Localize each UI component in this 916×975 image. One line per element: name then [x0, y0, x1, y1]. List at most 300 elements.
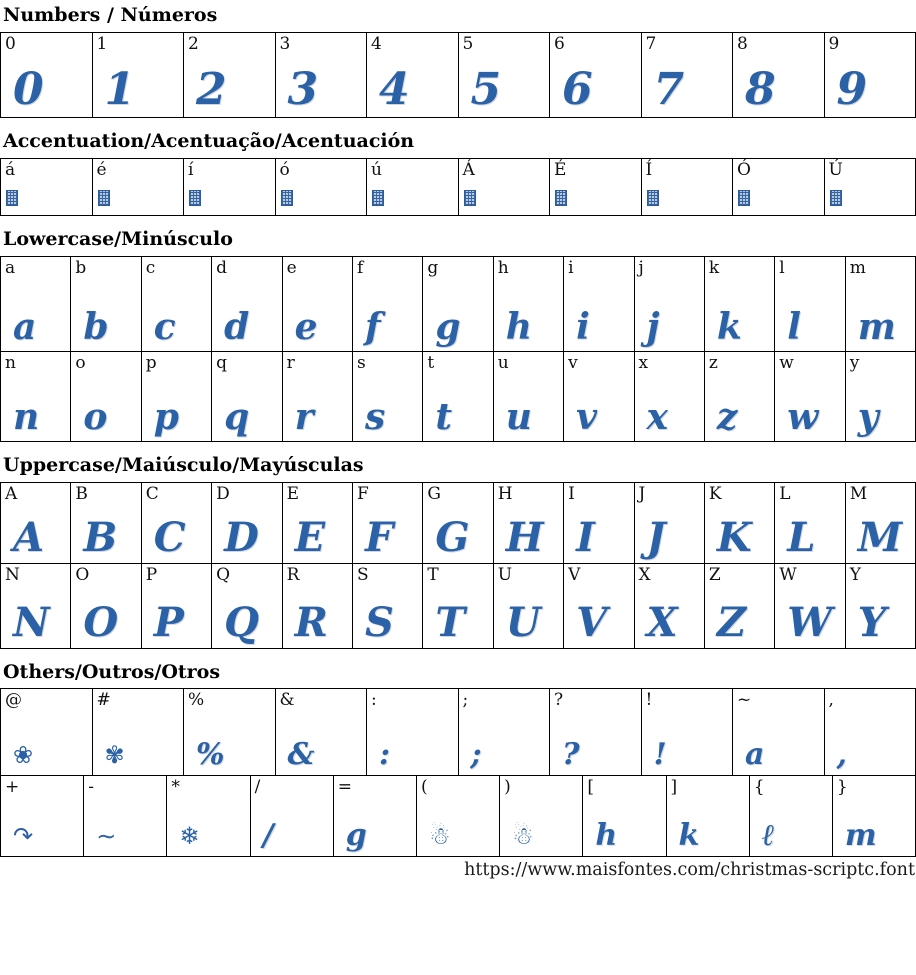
script-glyph: 0	[13, 64, 44, 116]
glyph-cell	[563, 257, 633, 351]
script-glyph: /	[262, 818, 274, 854]
character-label: (	[420, 777, 428, 798]
script-glyph: m	[844, 818, 877, 854]
character-label: 2	[188, 33, 199, 54]
character-label: d	[216, 257, 228, 278]
script-glyph: %	[196, 737, 225, 773]
glyph-cell	[70, 564, 140, 648]
script-glyph: &	[287, 737, 315, 773]
character-label: f	[356, 257, 364, 278]
glyph-cell	[366, 159, 458, 215]
glyph-cell	[282, 564, 352, 648]
character-label: =	[337, 777, 352, 798]
missing-glyph-box	[830, 190, 842, 206]
character-label: É	[554, 159, 567, 180]
glyph-cell	[563, 352, 633, 441]
script-glyph: 5	[470, 64, 502, 116]
glyph-cell	[250, 776, 333, 856]
character-label: 5	[462, 33, 474, 54]
glyph-cell	[832, 776, 915, 856]
character-label: F	[356, 483, 369, 504]
script-glyph: t	[435, 396, 452, 439]
missing-glyph-box	[6, 190, 18, 206]
character-label: r	[286, 352, 295, 373]
character-label: b	[75, 257, 87, 278]
script-glyph: G	[435, 513, 470, 561]
glyph-cell	[1, 159, 92, 215]
character-label: o	[75, 352, 86, 373]
script-glyph: 1	[104, 64, 136, 116]
character-label: E	[286, 483, 299, 504]
section-numbers	[0, 5, 916, 118]
script-glyph: h	[595, 818, 618, 854]
glyph-cell	[634, 257, 704, 351]
glyph-cell	[422, 257, 492, 351]
script-glyph: i	[576, 306, 590, 349]
glyph-cell	[732, 689, 824, 775]
character-label: á	[5, 159, 16, 180]
script-glyph: K	[716, 513, 752, 561]
script-glyph: b	[83, 306, 109, 349]
glyph-cell	[458, 33, 550, 117]
script-glyph: g	[435, 306, 461, 349]
glyph-cell	[493, 352, 563, 441]
glyph-cell	[493, 564, 563, 648]
glyph-cell	[92, 689, 184, 775]
glyph-cell	[275, 689, 367, 775]
glyph-cell	[582, 776, 665, 856]
character-label: a	[5, 257, 16, 278]
glyph-cell	[634, 352, 704, 441]
section-title: Lowercase/Minúsculo	[3, 227, 233, 250]
character-label: U	[497, 564, 513, 585]
character-label: W	[779, 564, 797, 585]
glyph-row	[0, 256, 916, 352]
character-label: ;	[462, 690, 469, 711]
script-glyph: n	[13, 396, 40, 439]
script-glyph: f	[364, 306, 381, 349]
glyph-cell	[275, 33, 367, 117]
christmas-ornament-glyph: ❀	[13, 740, 34, 769]
glyph-cell	[92, 33, 184, 117]
script-glyph: T	[435, 598, 466, 646]
snowflake-glyph: ❄	[179, 821, 200, 850]
character-label: X	[638, 564, 651, 585]
script-glyph: U	[505, 598, 541, 646]
character-label: 6	[554, 33, 565, 54]
glyph-row	[0, 158, 916, 216]
character-label: 7	[645, 33, 657, 54]
script-glyph: I	[576, 513, 595, 561]
section-title: Numbers / Números	[3, 4, 218, 26]
glyph-cell	[92, 159, 184, 215]
glyph-cell	[563, 483, 633, 563]
script-glyph: k	[678, 818, 700, 854]
glyph-cell	[704, 483, 774, 563]
script-glyph: 8	[745, 64, 776, 116]
character-label: C	[145, 483, 159, 504]
character-label: l	[779, 257, 785, 278]
glyph-cell	[824, 689, 916, 775]
character-label: P	[145, 564, 158, 585]
glyph-table	[0, 158, 916, 216]
script-glyph: N	[13, 598, 50, 646]
glyph-cell	[211, 257, 281, 351]
section-uppercase	[0, 455, 916, 649]
character-label: t	[427, 352, 435, 373]
glyph-cell	[1, 483, 70, 563]
character-label: í	[188, 159, 194, 180]
glyph-cell	[352, 257, 422, 351]
squiggle-glyph: ∼	[96, 821, 117, 850]
glyph-cell	[141, 564, 211, 648]
script-glyph: M	[857, 513, 902, 561]
character-label: 1	[96, 33, 108, 54]
section-others	[0, 662, 916, 858]
script-glyph: 9	[836, 64, 868, 116]
character-label: 8	[737, 33, 748, 54]
character-label: Á	[462, 159, 475, 180]
section-lowercase	[0, 229, 916, 442]
character-label: ~	[737, 690, 752, 711]
character-label: Ó	[737, 159, 751, 180]
glyph-cell	[183, 33, 275, 117]
glyph-cell	[70, 483, 140, 563]
script-glyph: F	[364, 513, 394, 561]
glyph-cell	[634, 483, 704, 563]
missing-glyph-box	[372, 190, 384, 206]
script-glyph: x	[646, 396, 668, 439]
glyph-cell	[845, 257, 915, 351]
glyph-cell	[493, 483, 563, 563]
glyph-cell	[70, 352, 140, 441]
script-glyph: m	[857, 306, 896, 349]
glyph-cell	[704, 257, 774, 351]
script-glyph: X	[646, 598, 678, 646]
glyph-cell	[458, 689, 550, 775]
character-label: L	[779, 483, 791, 504]
character-label: z	[708, 352, 718, 373]
glyph-cell	[211, 352, 281, 441]
script-glyph: d	[224, 306, 250, 349]
character-label: I	[568, 483, 575, 504]
script-glyph: a	[13, 306, 37, 349]
glyph-cell	[141, 257, 211, 351]
character-label: ,	[828, 690, 834, 711]
glyph-row	[0, 688, 916, 776]
glyph-row	[0, 563, 916, 649]
script-glyph: R	[294, 598, 328, 646]
glyph-cell	[634, 564, 704, 648]
character-label: V	[568, 564, 581, 585]
character-label: 0	[5, 33, 16, 54]
glyph-cell	[352, 352, 422, 441]
glyph-cell	[641, 689, 733, 775]
character-label: j	[638, 257, 644, 278]
script-glyph: 2	[196, 64, 227, 116]
glyph-table	[0, 32, 916, 118]
character-label: y	[849, 352, 860, 373]
glyph-cell	[416, 776, 499, 856]
character-label: Q	[216, 564, 231, 585]
glyph-cell	[211, 564, 281, 648]
script-glyph: l	[787, 306, 801, 349]
glyph-cell	[83, 776, 166, 856]
glyph-cell	[493, 257, 563, 351]
script-glyph: W	[787, 598, 833, 646]
character-label: h	[497, 257, 509, 278]
character-label: s	[356, 352, 366, 373]
script-glyph: ;	[470, 737, 482, 773]
glyph-cell	[666, 776, 749, 856]
glyph-cell	[1, 776, 83, 856]
script-glyph: y	[857, 396, 879, 439]
script-glyph: c	[153, 306, 176, 349]
glyph-cell	[824, 159, 916, 215]
character-label: {	[753, 777, 765, 798]
character-label: )	[504, 777, 511, 798]
script-glyph: !	[653, 737, 667, 773]
character-label: Í	[645, 159, 653, 180]
glyph-cell	[732, 33, 824, 117]
character-label: J	[638, 483, 646, 504]
glyph-cell	[774, 352, 844, 441]
script-glyph: A	[13, 513, 45, 561]
character-label: A	[5, 483, 18, 504]
character-label: u	[497, 352, 509, 373]
glyph-row	[0, 32, 916, 118]
character-label: H	[497, 483, 513, 504]
glyph-cell	[282, 352, 352, 441]
character-label: T	[427, 564, 439, 585]
section-title: Others/Outros/Otros	[3, 660, 221, 683]
glyph-cell	[549, 689, 641, 775]
character-label: ]	[670, 777, 678, 798]
glyph-cell	[422, 483, 492, 563]
script-glyph: P	[153, 598, 184, 646]
character-label: +	[5, 777, 20, 798]
script-glyph: v	[576, 396, 598, 439]
character-label: e	[286, 257, 297, 278]
glyph-cell	[352, 564, 422, 648]
glyph-row	[0, 482, 916, 564]
script-glyph: j	[646, 306, 660, 349]
glyph-cell	[845, 483, 915, 563]
glyph-cell	[549, 159, 641, 215]
missing-glyph-box	[281, 190, 293, 206]
glyph-cell	[183, 159, 275, 215]
script-glyph: H	[505, 513, 544, 561]
script-glyph: p	[153, 396, 179, 439]
character-label: k	[708, 257, 720, 278]
glyph-cell	[1, 689, 92, 775]
character-label: ó	[279, 159, 290, 180]
character-label: #	[96, 690, 111, 711]
script-glyph: 6	[562, 64, 593, 116]
script-glyph: B	[83, 513, 118, 561]
section-title: Accentuation/Acentuação/Acentuación	[3, 129, 415, 152]
character-label: Y	[849, 564, 861, 585]
glyph-cell	[211, 483, 281, 563]
script-glyph: Q	[224, 598, 260, 646]
script-glyph: ℓ	[761, 818, 775, 854]
glyph-cell	[774, 483, 844, 563]
glyph-cell	[499, 776, 582, 856]
character-label: x	[638, 352, 649, 373]
character-label: %	[188, 690, 205, 711]
glyph-cell	[824, 33, 916, 117]
script-glyph: h	[505, 306, 532, 349]
script-glyph: ,	[836, 737, 847, 773]
character-label: i	[568, 257, 574, 278]
character-label: K	[708, 483, 722, 504]
glyph-cell	[366, 689, 458, 775]
character-label: !	[645, 690, 653, 711]
character-label: S	[356, 564, 369, 585]
character-label: c	[145, 257, 156, 278]
glyph-cell	[845, 564, 915, 648]
glyph-cell	[282, 257, 352, 351]
glyph-cell	[70, 257, 140, 351]
glyph-cell	[641, 33, 733, 117]
missing-glyph-box	[98, 190, 110, 206]
character-label: v	[568, 352, 578, 373]
character-label: Z	[708, 564, 721, 585]
character-label: [	[587, 777, 594, 798]
character-label: ?	[554, 690, 564, 711]
glyph-row	[0, 775, 916, 857]
glyph-cell	[166, 776, 249, 856]
missing-glyph-box	[555, 190, 567, 206]
missing-glyph-box	[647, 190, 659, 206]
glyph-cell	[549, 33, 641, 117]
santa-figure-glyph: ☃	[428, 821, 451, 850]
glyph-cell	[141, 352, 211, 441]
glyph-cell	[1, 352, 70, 441]
character-label: /	[254, 777, 261, 798]
script-glyph: J	[646, 513, 666, 561]
character-label: @	[5, 690, 22, 711]
script-glyph: Y	[857, 598, 887, 646]
script-glyph: S	[364, 598, 394, 646]
glyph-cell	[333, 776, 416, 856]
glyph-table	[0, 256, 916, 442]
character-label: G	[427, 483, 441, 504]
script-glyph: s	[364, 396, 386, 439]
character-label: O	[75, 564, 90, 585]
script-glyph: V	[576, 598, 608, 646]
character-label: g	[427, 257, 439, 278]
script-glyph: o	[83, 396, 108, 439]
holly-sprig-glyph: ✾	[104, 740, 125, 769]
glyph-cell	[352, 483, 422, 563]
character-label: M	[849, 483, 868, 504]
script-glyph: Z	[716, 598, 747, 646]
character-label: ú	[371, 159, 382, 180]
glyph-table	[0, 688, 916, 857]
character-label: &	[279, 690, 295, 711]
glyph-row	[0, 351, 916, 442]
script-glyph: 7	[653, 64, 685, 116]
script-glyph: D	[224, 513, 259, 561]
glyph-cell	[1, 257, 70, 351]
flourish-swirl-glyph: ↷	[13, 821, 34, 850]
section-accentuation	[0, 131, 916, 216]
missing-glyph-box	[464, 190, 476, 206]
character-label: 3	[279, 33, 291, 54]
character-label: w	[779, 352, 794, 373]
character-label: *	[171, 777, 180, 798]
glyph-cell	[749, 776, 832, 856]
glyph-cell	[704, 352, 774, 441]
glyph-cell	[1, 564, 70, 648]
glyph-cell	[774, 257, 844, 351]
character-label: R	[286, 564, 300, 585]
character-label: 4	[371, 33, 382, 54]
script-glyph: :	[379, 737, 391, 773]
character-label: m	[849, 257, 866, 278]
script-glyph: C	[153, 513, 186, 561]
glyph-cell	[275, 159, 367, 215]
character-label: p	[145, 352, 157, 373]
character-label: D	[216, 483, 230, 504]
script-glyph: E	[294, 513, 326, 561]
flourish-g-glyph: g	[345, 818, 367, 854]
script-glyph: O	[83, 598, 119, 646]
missing-glyph-box	[738, 190, 750, 206]
character-label: :	[371, 690, 377, 711]
glyph-cell	[845, 352, 915, 441]
script-glyph: L	[787, 513, 816, 561]
character-label: N	[5, 564, 20, 585]
glyph-cell	[366, 33, 458, 117]
script-glyph: k	[716, 306, 742, 349]
script-glyph: z	[716, 396, 738, 439]
character-label: B	[75, 483, 88, 504]
glyph-cell	[1, 33, 92, 117]
specimen-sections	[0, 5, 916, 857]
font-source-url: https://www.maisfontes.com/christmas-scriptc.font	[464, 860, 915, 881]
glyph-cell	[641, 159, 733, 215]
script-glyph: ?	[562, 737, 580, 773]
glyph-cell	[422, 564, 492, 648]
glyph-table	[0, 482, 916, 649]
script-glyph: 3	[287, 64, 319, 116]
missing-glyph-box	[189, 190, 201, 206]
script-glyph: e	[294, 306, 318, 349]
glyph-cell	[282, 483, 352, 563]
glyph-cell	[704, 564, 774, 648]
character-label: Ú	[828, 159, 843, 180]
character-label: 9	[828, 33, 840, 54]
section-title: Uppercase/Maiúsculo/Mayúsculas	[3, 453, 364, 476]
glyph-cell	[563, 564, 633, 648]
glyph-cell	[141, 483, 211, 563]
character-label: é	[96, 159, 107, 180]
script-glyph: w	[787, 396, 819, 439]
script-glyph: r	[294, 396, 314, 439]
script-glyph: 4	[379, 64, 410, 116]
glyph-cell	[422, 352, 492, 441]
script-glyph: q	[224, 396, 250, 439]
glyph-cell	[774, 564, 844, 648]
glyph-cell	[732, 159, 824, 215]
character-label: -	[88, 777, 94, 798]
script-glyph: u	[505, 396, 532, 439]
character-label: }	[836, 777, 848, 798]
character-label: n	[5, 352, 16, 373]
swash-a-glyph: a	[745, 737, 765, 773]
